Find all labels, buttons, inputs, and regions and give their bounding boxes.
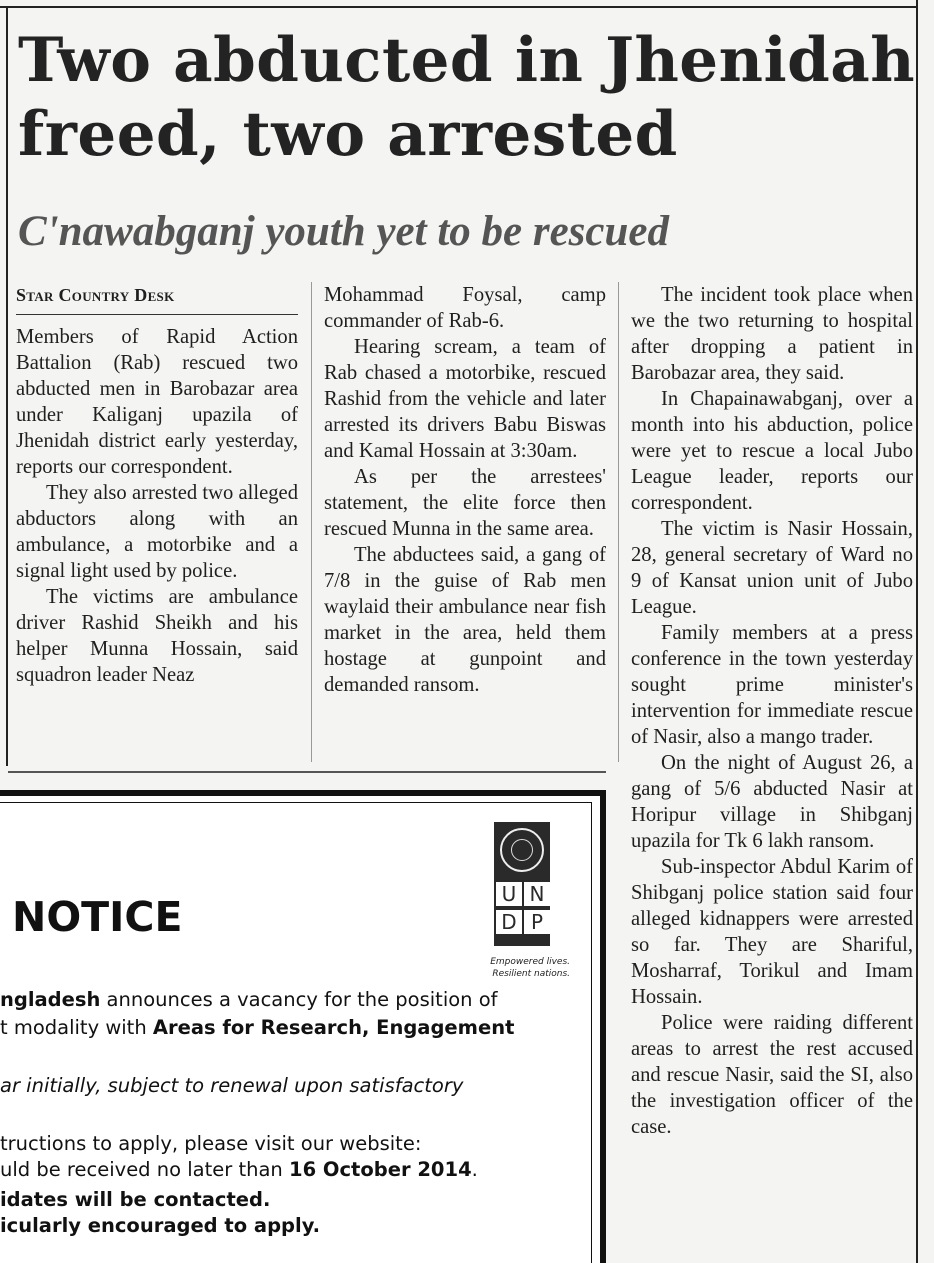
notice-line [0, 1132, 421, 1156]
paragraph: As per the arrestees' statement, the elite force then rescued Munna in the same area. [324, 466, 606, 540]
paragraph: Hearing scream, a team of Rab chased a motorbike, rescued Rashid from the vehicle and later arrested its drivers Babu Biswas and Kamal Hossain at 3:30am. [324, 336, 606, 462]
tagline-line: Resilient nations. [492, 969, 570, 979]
paragraph: Mohammad Foysal, camp commander of Rab-6. [324, 284, 606, 332]
logo-letter: N [524, 882, 550, 906]
paragraph: In Chapainawabganj, over a month into his abduction, police were yet to rescue a local Jubo League leader, reports our correspondent. [631, 388, 913, 514]
paragraph: On the night of August 26, a gang of 5/6 abducted Nasir at Horipur village in Shibganj upazila for Tk 6 lakh ransom. [631, 752, 913, 852]
article-column-3 [631, 282, 913, 1140]
notice-emphasis: Areas for Research, Engagement [152, 1016, 515, 1039]
notice-line [0, 1214, 320, 1238]
headline: Two abducted in Jhenidah freed, two arrested [18, 25, 916, 170]
left-border-rule [6, 6, 8, 766]
notice-line [0, 1158, 478, 1182]
undp-logo [494, 822, 550, 946]
tagline-line: Empowered lives. [490, 957, 570, 967]
top-border-rule [0, 6, 918, 8]
notice-text: t modality with [0, 1016, 153, 1039]
notice-line [0, 988, 498, 1012]
notice-line [0, 1188, 270, 1212]
notice-text: uld be received no later than [0, 1158, 289, 1181]
paragraph: They also arrested two alleged abductors along with an ambulance, a motorbike and a signal light used by police. [16, 482, 298, 582]
logo-letter: U [496, 882, 522, 906]
notice-text: . [471, 1158, 478, 1181]
undp-notice-ad [0, 790, 606, 1263]
undp-tagline [480, 956, 570, 980]
paragraph: Police were raiding different areas to arrest the rest accused and rescue Nasir, said the SI, also the investigation officer of the case. [631, 1012, 913, 1138]
notice-emphasis: idates will be contacted. [0, 1188, 271, 1211]
paragraph: The victim is Nasir Hossain, 28, general secretary of Ward no 9 of Kansat union unit of Jubo League. [631, 518, 913, 618]
article-column-1 [16, 282, 298, 688]
logo-letter: D [496, 910, 522, 934]
notice-text: announces a vacancy for the position of [100, 988, 498, 1011]
article-column-2 [324, 282, 606, 698]
paragraph: Members of Rapid Action Battalion (Rab) rescued two abducted men in Barobazar area under Kaliganj upazila of Jhenidah district early yesterday, reports our correspondent. [16, 326, 298, 478]
right-border-rule [916, 0, 918, 1263]
column-divider [311, 282, 312, 762]
org-name: ngladesh [0, 988, 101, 1011]
paragraph: The victims are ambulance driver Rashid Sheikh and his helper Munna Hossain, said squadron leader Neaz [16, 586, 298, 686]
notice-emphasis: icularly encouraged to apply. [0, 1214, 321, 1237]
notice-line [0, 1074, 463, 1098]
un-emblem-icon [500, 828, 544, 872]
paragraph: Family members at a press conference in the town yesterday sought prime minister's intervention for immediate rescue of Nasir, also a mango trader. [631, 622, 913, 748]
column-divider [618, 282, 619, 762]
notice-italic: ar initially, subject to renewal upon satisfactory [0, 1074, 464, 1097]
notice-title: NOTICE [12, 893, 183, 941]
deadline-date: 16 October 2014 [289, 1158, 472, 1181]
byline: Star Country Desk [16, 282, 298, 315]
notice-line [0, 1016, 514, 1040]
logo-letter: P [524, 910, 550, 934]
paragraph: The incident took place when we the two returning to hospital after dropping a patient in Barobazar area, they said. [631, 284, 913, 384]
article-end-rule [8, 771, 606, 773]
subheadline: C'nawabganj youth yet to be rescued [18, 208, 669, 255]
notice-text: tructions to apply, please visit our website: [0, 1132, 422, 1155]
paragraph: The abductees said, a gang of 7/8 in the guise of Rab men waylaid their ambulance near fish market in the area, held them hostage at gunpoint and demanded ransom. [324, 544, 606, 696]
paragraph: Sub-inspector Abdul Karim of Shibganj police station said four alleged kidnappers were arrested so far. They are Shariful, Mosharraf, Torikul and Imam Hossain. [631, 856, 913, 1008]
